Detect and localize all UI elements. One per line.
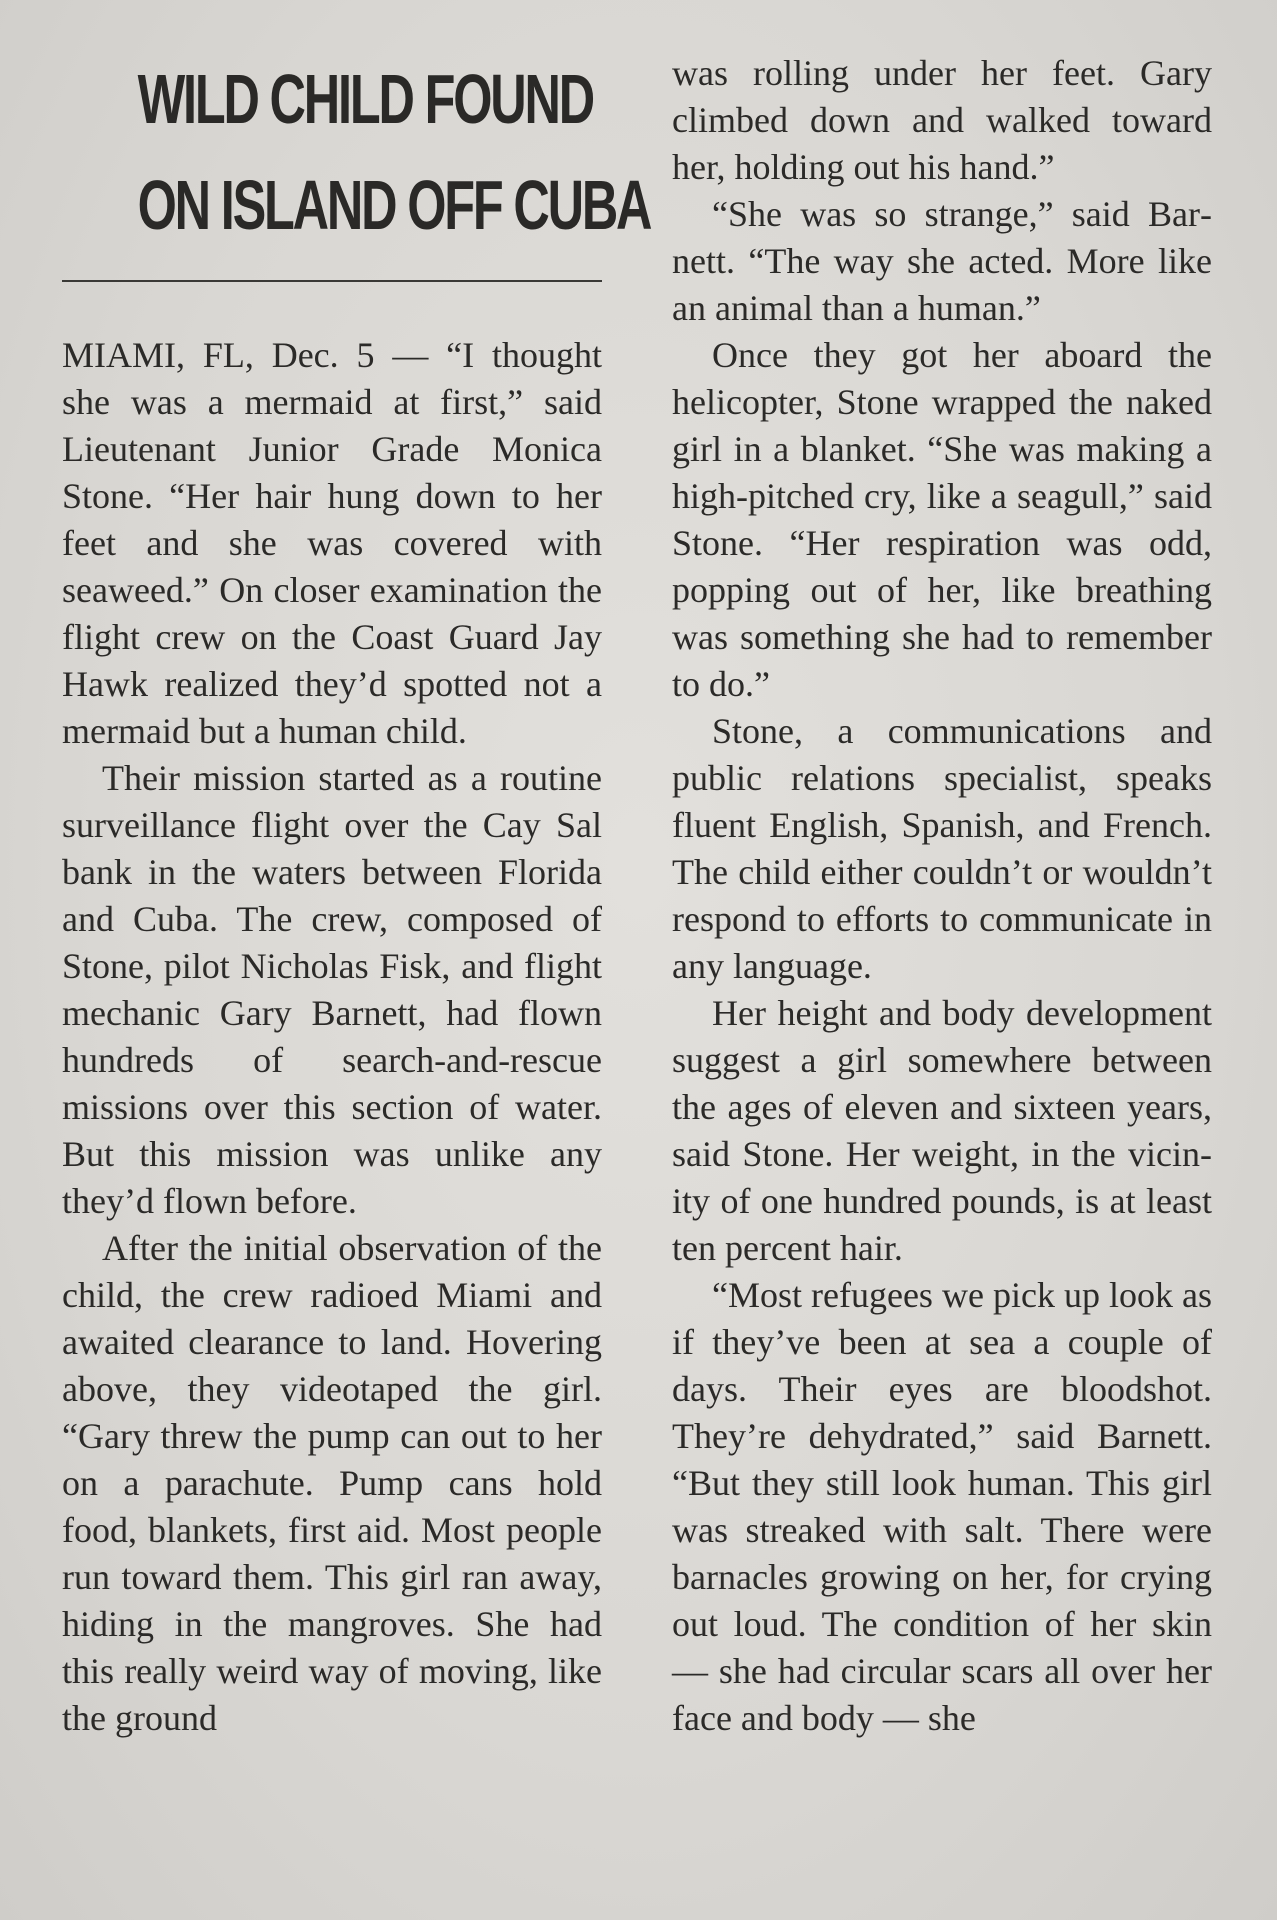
- paragraph: “She was so strange,” said Barnett. “The way she acted. More like an animal than a human.”: [672, 194, 1212, 328]
- right-body-text: [672, 50, 1212, 1742]
- paragraph: Once they got her aboard the helicopter, Stone wrapped the naked girl in a blanket. “She was making a high-pitched cry, like a seagull,” said Stone. “Her respiration was odd, popping out of her, like breathing was something she had to remember to do.”: [672, 335, 1212, 704]
- paragraph: “Most refugees we pick up look as if they’ve been at sea a couple of days. Their eyes are bloodshot. They’re dehydrated,” said Barnett. “But they still look human. This girl was streaked with salt. There were barnacles growing on her, for crying out loud. The condition of her skin — she had circular scars all over her face and body — she: [672, 1275, 1212, 1738]
- paragraph: was rolling under her feet. Gary climbed down and walked toward her, holding out his hand.”: [672, 53, 1212, 187]
- paragraph: Her height and body development suggest a girl somewhere between the ages of eleven and sixteen years, said Stone. Her weight, in the vicinity of one hundred pounds, is at least ten percent hair.: [672, 993, 1212, 1268]
- paragraph: Stone, a communications and public relations specialist, speaks fluent English, Spanish, and French. The child either couldn’t or wouldn’t respond to efforts to communicate in any language.: [672, 711, 1212, 986]
- left-column: [62, 0, 651, 1742]
- left-body-text: [62, 332, 602, 1742]
- paragraph: MIAMI, FL, Dec. 5 — “I thought she was a mermaid at first,” said Lieutenant Junior Grade Monica Stone. “Her hair hung down to her feet and she was covered with seaweed.” On closer examination the flight crew on the Coast Guard Jay Hawk realized they’d spotted not a mermaid but a human child.: [62, 335, 602, 751]
- paragraph: Their mission started as a routine surveillance flight over the Cay Sal bank in the waters between Florida and Cuba. The crew, composed of Stone, pilot Nicholas Fisk, and flight mechanic Gary Barnett, had flown hundreds of search-and-rescue missions over this section of water. But this mission was unlike any they’d flown before.: [62, 758, 602, 1221]
- headline-divider: [62, 280, 602, 282]
- headline-line-2: ON ISLAND OFF CUBA: [137, 166, 651, 244]
- headline-line-1: WILD CHILD FOUND: [137, 60, 593, 138]
- right-column: [672, 0, 1212, 1742]
- paragraph: After the initial observation of the child, the crew radioed Miami and awaited clearance to land. Hovering above, they videotaped the girl. “Gary threw the pump can out to her on a parachute. Pump cans hold food, blankets, first aid. Most people run toward them. This girl ran away, hiding in the mangroves. She had this really weird way of moving, like the ground: [62, 1228, 602, 1738]
- headline: [137, 0, 651, 258]
